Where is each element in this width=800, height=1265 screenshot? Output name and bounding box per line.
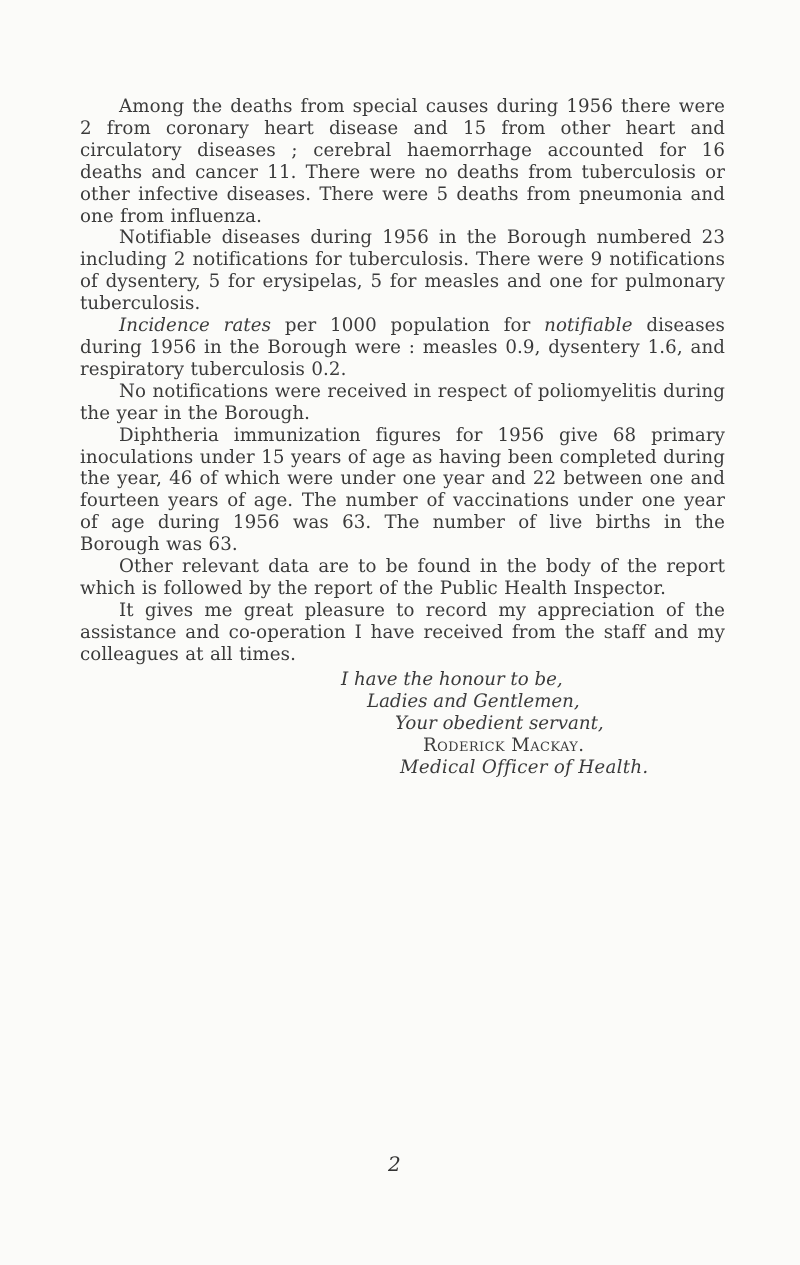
paragraph-special-causes: Among the deaths from special causes during 1956 there were 2 from coronary heart disease and 15 from other heart and circulatory diseases ; cerebral haemorrhage accounted for 16 deaths and cancer 11. There were no deaths from tuberculosis or other infective diseases. There were 5 deaths from pneumonia and one from influenza. [80, 96, 725, 227]
paragraph-diphtheria: Diphtheria immunization figures for 1956 give 68 primary inoculations under 15 years of age as having been completed during the year, 46 of which were under one year and 22 between one and fourteen years of age. The number of vaccinations under one year of age during 1956 was 63. The number of live births in the Borough was 63. [80, 424, 725, 556]
closing-block [80, 669, 725, 779]
paragraph-notifiable-diseases: Notifiable diseases during 1956 in the Borough numbered 23 including 2 notifications for tuberculosis. There were 9 notifications of dysentery, 5 for erysipelas, 5 for measles and one for pulmonary tuberculosis. [80, 227, 725, 315]
paragraph-poliomyelitis: No notifications were received in respect of poliomyelitis during the year in the Borough. [80, 380, 725, 424]
page-number: 2 [388, 1152, 401, 1176]
closing-line-salutation: Ladies and Gentlemen, [367, 690, 580, 712]
closing-line-honour: I have the honour to be, [341, 668, 563, 690]
signatory-title: Medical Officer of Health. [400, 756, 649, 778]
incidence-rates-italic: Incidence rates [119, 315, 272, 337]
report-page [80, 96, 725, 779]
closing-line-servant: Your obedient servant, [395, 712, 604, 734]
paragraph-appreciation: It gives me great pleasure to record my appreciation of the assistance and co-operation I have received from the staff and my colleagues at all times. [80, 599, 725, 665]
notifiable-italic: notifiable [544, 315, 633, 337]
signatory-name: Roderick Mackay. [423, 734, 585, 756]
paragraph-other-data: Other relevant data are to be found in the body of the report which is followed by the report of the Public Health Inspector. [80, 556, 725, 599]
incidence-rates-text-2: diseases during 1956 in the Borough were : measles 0.9, dysentery 1.6, and respiratory tuberculosis 0.2. [80, 315, 725, 380]
paragraph-incidence-rates [80, 315, 725, 381]
incidence-rates-text-1: per 1000 population for [271, 315, 545, 337]
